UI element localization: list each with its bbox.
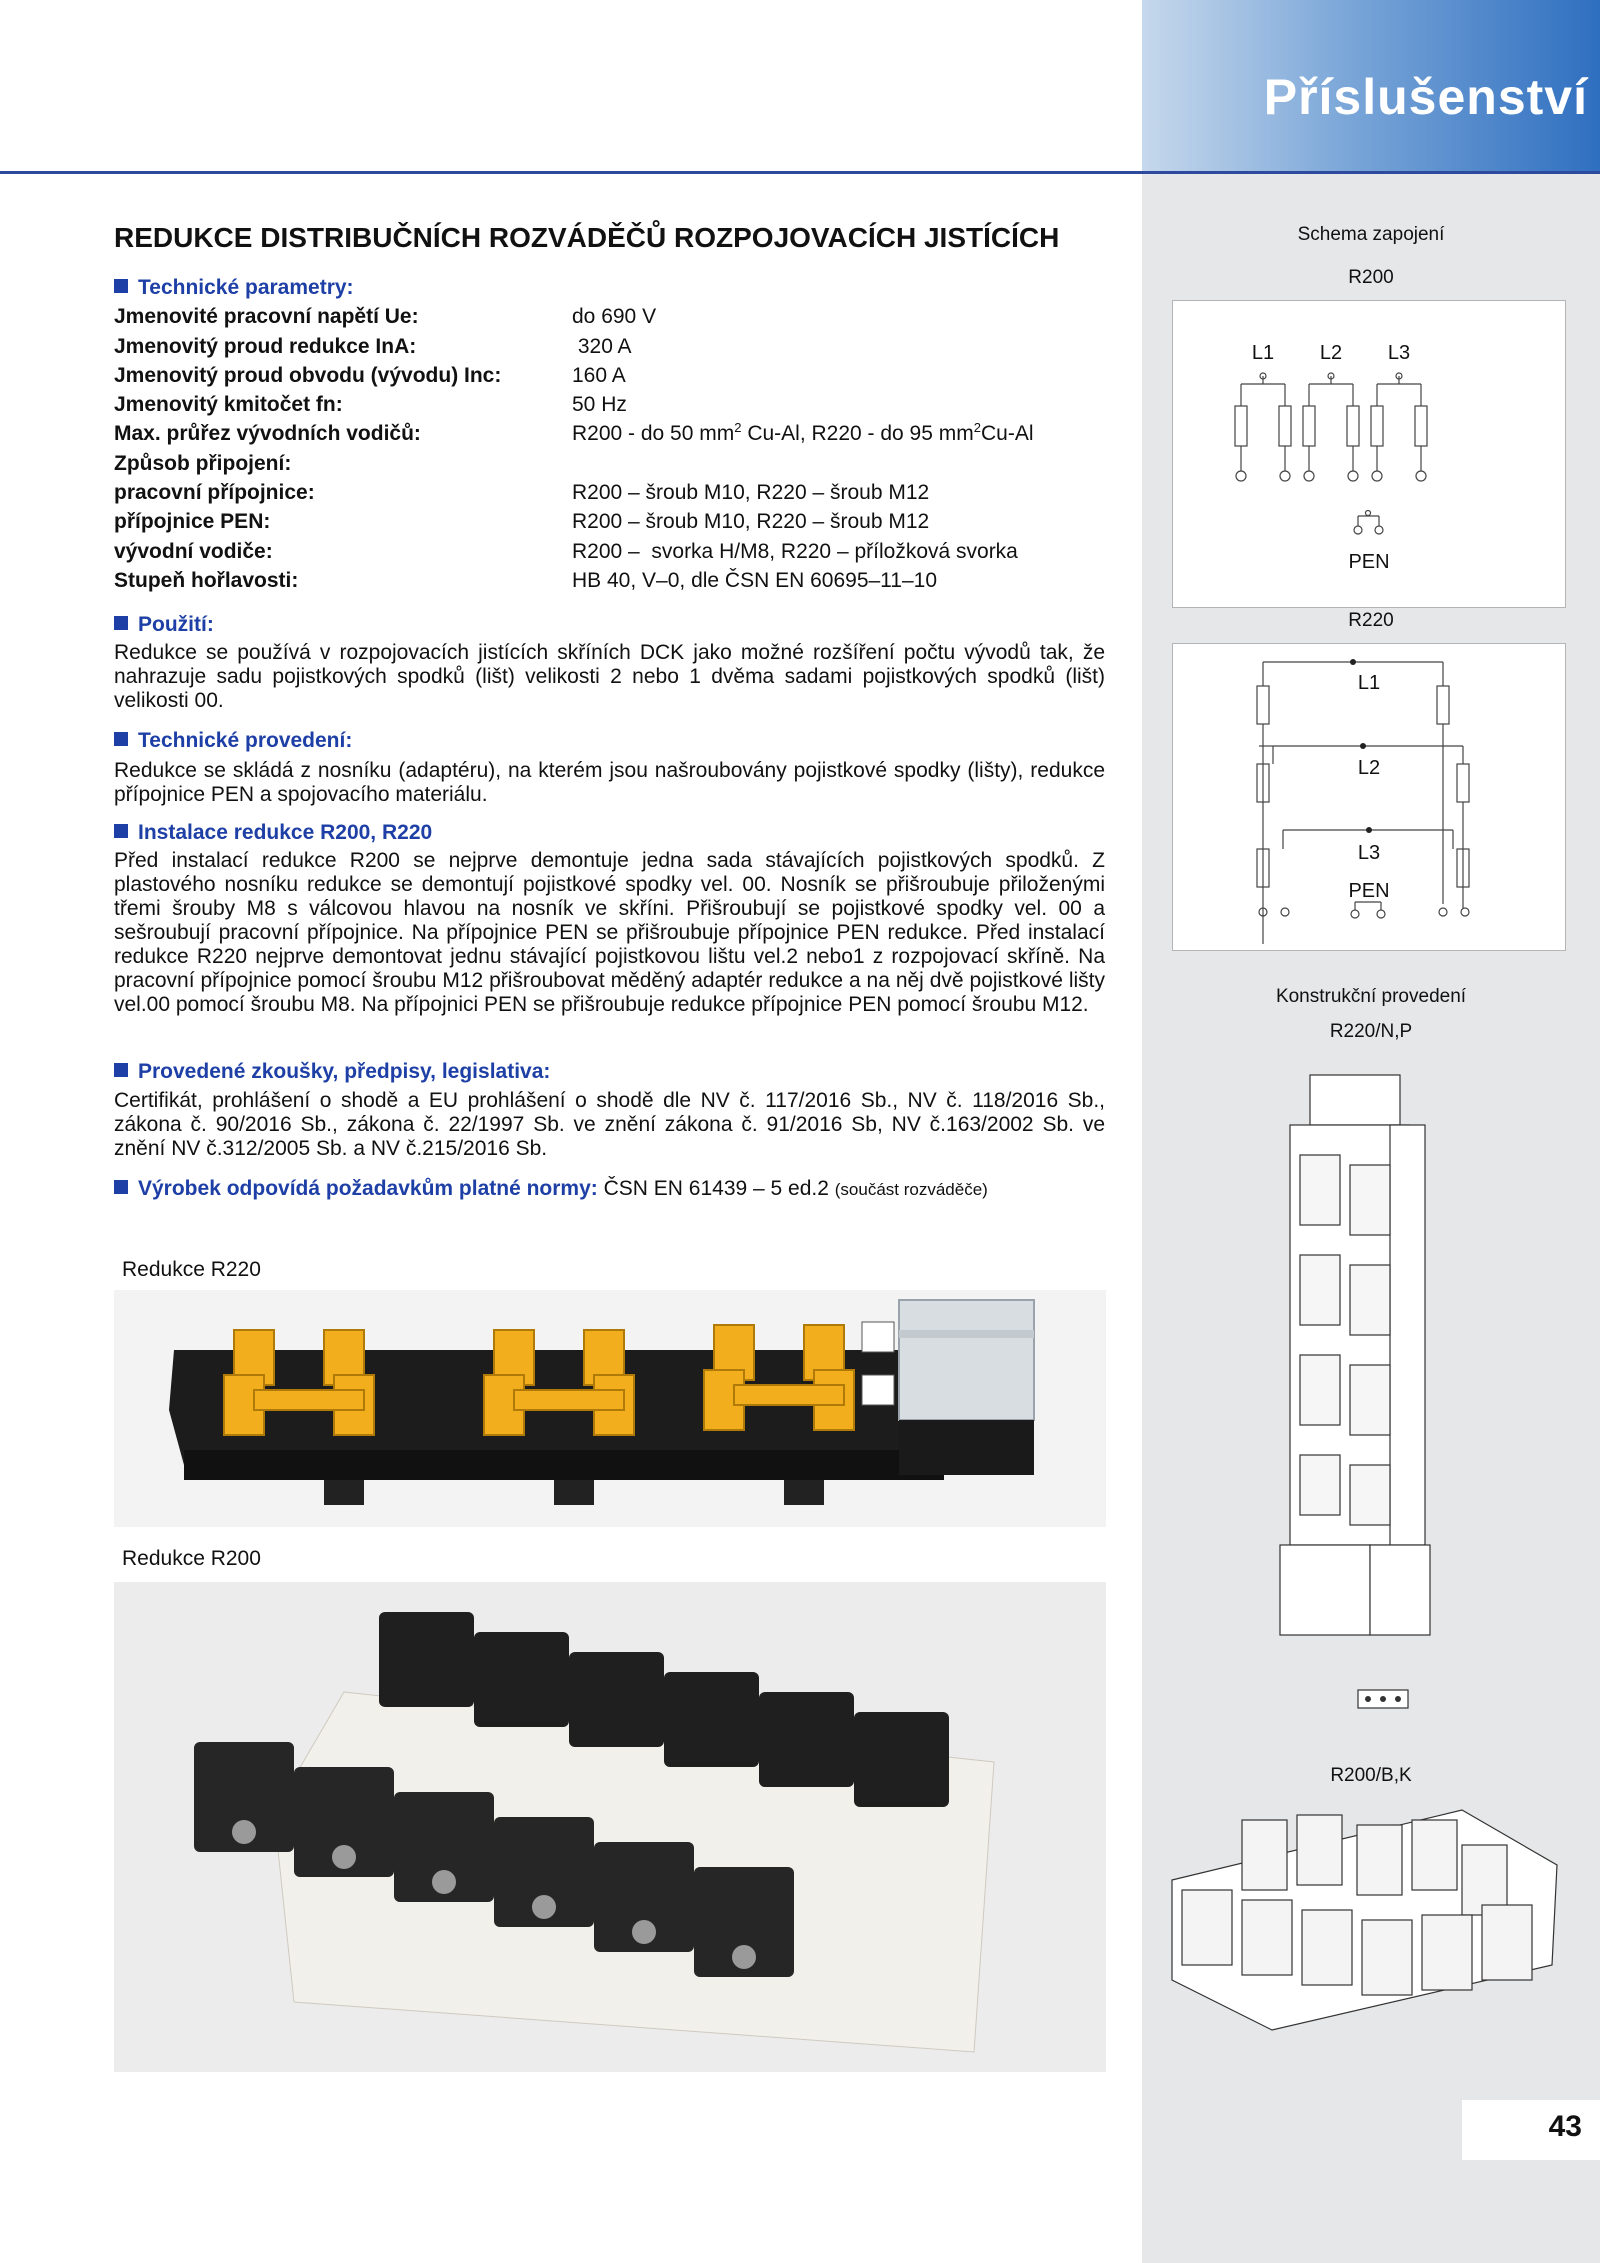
r200-product-illustration: [114, 1582, 1106, 2072]
r220-label: R220: [1348, 610, 1394, 631]
param-value: HB 40, V–0, dle ČSN EN 60695–11–10: [572, 569, 938, 592]
param-label: Jmenovitý proud obvodu (vývodu) Inc:: [114, 364, 502, 387]
r200-phase-l1: L1: [1251, 342, 1275, 364]
param-value: 160 A: [572, 364, 626, 387]
param-label: Jmenovitý kmitočet fn:: [114, 393, 343, 416]
param-label: Jmenovité pracovní napětí Ue:: [114, 305, 419, 328]
schema-title: Schema zapojení: [1297, 224, 1445, 245]
bullet-square-icon: [114, 732, 128, 746]
photo-caption-r200: Redukce R200: [122, 1547, 261, 1570]
tests-text: Certifikát, prohlášení o shodě a EU prohlášení o shodě dle NV č. 117/2016 Sb., NV č. 118/2016 Sb., zákona č. 90/2016 Sb., zákona č. 22/1997 Sb. ve znění zákona č. 91/2016 Sb, NV č.163/2002 Sb. ve znění NV č.312/2005 Sb. a NV č.215/2016 Sb.: [114, 1089, 1105, 1160]
param-value: do 690 V: [572, 305, 657, 328]
photo-r220: [114, 1290, 1106, 1527]
photo-caption-r220: Redukce R220: [122, 1258, 261, 1281]
bullet-square-icon: [114, 279, 128, 293]
bullet-square-icon: [114, 1063, 128, 1077]
r200-schema-diagram: [1172, 300, 1566, 608]
usage-text: Redukce se používá v rozpojovacích jistících skříních DCK jako možné rozšíření počtu vývodů tak, že nahrazuje sadu pojistkových spodků (lišt) velikosti 2 nebo 1 dvěma sadami pojistkových spodků (lišt) velikosti 00.: [114, 641, 1105, 712]
bullet-square-icon: [114, 616, 128, 630]
construction-r220-label: R220/N,P: [1329, 1021, 1413, 1042]
r220-phase-l2: L2: [1357, 757, 1381, 779]
bullet-square-icon: [114, 1180, 128, 1194]
param-value: 50 Hz: [572, 393, 627, 416]
param-label: pracovní přípojnice:: [114, 481, 315, 504]
param-label: Způsob připojení:: [114, 452, 292, 475]
usage-heading: Použití:: [114, 613, 214, 637]
param-value: R200 - do 50 $mm^2$ Cu-Al, R220 - do 95 $mm^2Cu-Al$: [572, 420, 1034, 445]
param-label: Stupeň hořlavosti:: [114, 569, 299, 592]
page-number: 43: [1548, 2110, 1582, 2143]
r200-construction-svg: [1162, 1790, 1562, 2035]
r200-wiring-svg: [1173, 301, 1565, 607]
param-label: Jmenovitý proud redukce InA:: [114, 335, 417, 358]
param-label: přípojnice PEN:: [114, 510, 271, 533]
r220-pen-label: PEN: [1348, 880, 1390, 902]
r200-construction-drawing: [1162, 1790, 1562, 2035]
section-title: Příslušenství: [1263, 69, 1588, 125]
r200-phase-l3: L3: [1387, 342, 1411, 364]
installation-text: Před instalací redukce R200 se nejprve demontuje jedna sada stávajících pojistkových spodků. Z plastového nosníku redukce se demontují pojistkové spodky vel. 00. Nosník se přišroubuje přiloženými třemi šrouby M8 s válcovou hlavou na nosník ve skříni. Přišroubují se pojistkové spodky vel. 00 a sešroubují pracovní přípojnice. Na přípojnice PEN se přišroubuje přípojnice PEN redukce. Před instalací redukce R220 nejprve demontovat jednu stávající pojistkovou lištu vel.2 nebo1 z rozpojovací skříně. Na pracovní přípojnice pomocí šroubu M12 přišroubovat měděný adaptér redukce a na něj dvě pojistkové lišty vel.00 pomocí šroubu M8. Na přípojnici PEN se přišroubuje redukce přípojnice PEN pomocí šroubu M12.: [114, 849, 1105, 1016]
construction-title: Konstrukční provedení: [1275, 986, 1467, 1007]
installation-heading: Instalace redukce R200, R220: [114, 821, 432, 845]
r220-phase-l1: L1: [1357, 672, 1381, 694]
r220-phase-l3: L3: [1357, 842, 1381, 864]
header-rule: [0, 171, 1600, 174]
r220-wiring-svg: [1173, 644, 1565, 950]
param-value: R200 – svorka H/M8, R220 – příložková svorka: [572, 540, 1018, 563]
bullet-square-icon: [114, 824, 128, 838]
photo-r200: [114, 1582, 1106, 2072]
norm-line: Výrobek odpovídá požadavkům platné normy: ČSN EN 61439 – 5 ed.2 (součást rozváděče): [114, 1177, 988, 1201]
r200-pen-label: PEN: [1348, 551, 1390, 573]
r220-construction-drawing: [1270, 1065, 1450, 1725]
r200-label: R200: [1348, 267, 1394, 288]
param-label: vývodní vodiče:: [114, 540, 273, 563]
r200-phase-l2: L2: [1319, 342, 1343, 364]
param-value: R200 – šroub M10, R220 – šroub M12: [572, 510, 930, 533]
r220-construction-svg: [1270, 1065, 1450, 1725]
tests-heading: Provedené zkoušky, předpisy, legislativa:: [114, 1060, 550, 1084]
param-value: R200 – šroub M10, R220 – šroub M12: [572, 481, 930, 504]
design-heading: Technické provedení:: [114, 729, 352, 753]
construction-r200-label: R200/B,K: [1330, 1765, 1412, 1786]
r220-schema-diagram: [1172, 643, 1566, 951]
r220-product-illustration: [114, 1290, 1106, 1527]
page-title: REDUKCE DISTRIBUČNÍCH ROZVÁDĚČŮ ROZPOJOVACÍCH JISTÍCÍCH: [114, 222, 1060, 253]
tech-params-heading: Technické parametry:: [114, 276, 354, 300]
design-text: Redukce se skládá z nosníku (adaptéru), na kterém jsou našroubovány pojistkové spodky (lišty), redukce přípojnice PEN a spojovacího materiálu.: [114, 759, 1105, 806]
param-value: 320 A: [572, 335, 632, 358]
param-label: Max. průřez vývodních vodičů:: [114, 422, 421, 445]
